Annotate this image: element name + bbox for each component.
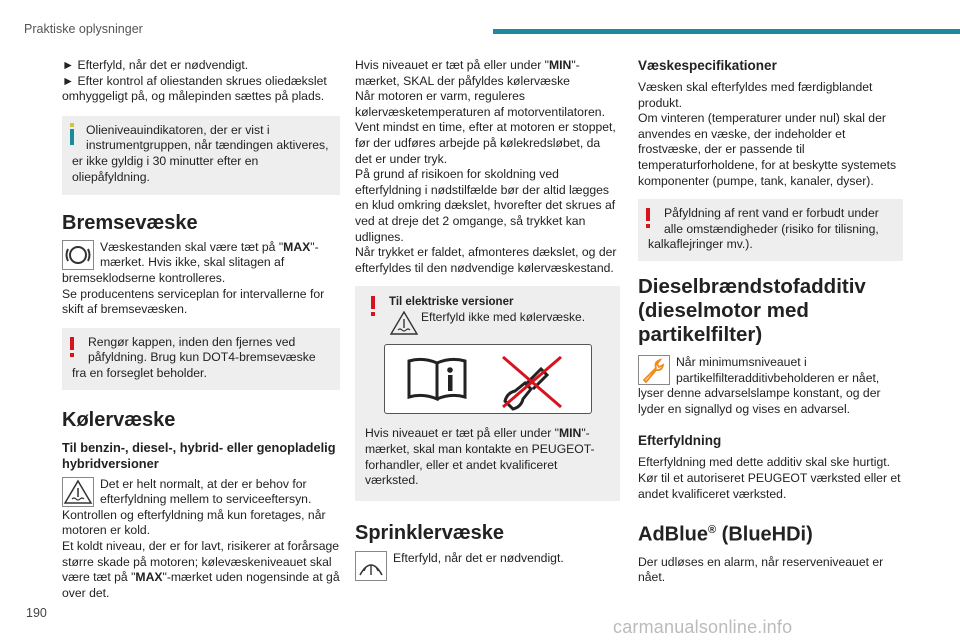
spec-heading: Væskespecifikationer <box>638 58 777 73</box>
diesel-additive-heading: Dieselbrændstofadditiv (dieselmotor med partikelfilter) <box>638 274 866 346</box>
page-number: 190 <box>26 606 47 620</box>
coolant-hazard-icon <box>389 310 421 336</box>
coolant-subheading: Til benzin-, diesel-, hybrid- eller genopladelig hybridversioner <box>62 439 336 471</box>
adblue-text: Der udløses en alarm, når reserveniveauet er nået. <box>638 554 884 585</box>
coolant-scald-text: På grund af risikoen for skoldning ved efterfyldning i nødstilfælde bør der altid lægges en klud omkring dækslet, hvorefter det skrues af ved at dreje det 2 omgange, så trykket kan udlignes. <box>355 167 616 244</box>
spec-text-2: Om vinteren (temperaturer under nul) skal der anvendes en væske, der indeholder et frostvæske, der er passende til temperaturforholdene, for at beskytte systemets komponenter (pumpe, tank, kanaler, dyser). <box>638 111 897 188</box>
bullet-refill: ► Efterfyld, når det er nødvendigt. <box>62 58 249 72</box>
column-1 <box>62 58 340 601</box>
spec-warning-box <box>638 199 903 261</box>
warning-icon <box>68 335 88 365</box>
coolant-fan-text: Når motoren er varm, reguleres kølervæsketemperaturen af motorventilatoren. Vent mindst en time, efter at motoren er stoppet, før der udføres arbejde på kølekredsløbet, da det er under tryk. <box>355 89 616 166</box>
washer-fluid-icon <box>355 551 387 581</box>
coolant-heading: Kølervæske <box>62 408 176 431</box>
washer-heading: Sprinklervæske <box>355 521 504 544</box>
brake-service-text: Se producentens serviceplan for intervallerne for skift af bremsevæsken. <box>62 286 325 317</box>
electric-warning-box <box>355 286 620 500</box>
coolant-level-text: Et koldt niveau, der er for lavt, risikerer at forårsage større skade på motoren; kølevæskeniveauet skal være tæt på "MAX"-mærket uden nogensinde at gå over det. <box>62 538 340 600</box>
manual-and-no-refill-illustration <box>384 344 592 414</box>
no-refill-icon <box>503 357 561 409</box>
column-2 <box>355 58 620 581</box>
brake-warning-text: Rengør kappen, inden den fjernes ved påfyldning. Brug kun DOT4-bremsevæske fra en forseglet beholder. <box>72 334 316 380</box>
brake-heading: Bremsevæske <box>62 211 198 234</box>
bullet-cap: ► Efter kontrol af oliestanden skrues oliedækslet omhyggeligt på, og målepinden sættes på plads. <box>62 73 327 104</box>
column-3 <box>638 58 903 586</box>
spec-warning-text: Påfyldning af rent vand er forbudt under alle omstændigheder (risiko for tilisning, kalkaflejringer mv.). <box>648 206 879 252</box>
section-title: Praktiske oplysninger <box>24 22 143 36</box>
refill-text: Efterfyldning med dette additiv skal ske hurtigt. Kør til et autoriseret PEUGEOT værksted eller et andet kvalificeret værksted. <box>638 455 901 501</box>
coolant-refill-text: Når trykket er faldet, afmonteres dækslet, og der efterfyldes til den nødvendige kølervæskestand. <box>355 245 617 275</box>
electric-min-text: Hvis niveauet er tæt på eller under "MIN"-mærket, skal man kontakte en PEUGEOT-forhandler, eller et andet kvalificeret værksted. <box>365 426 595 488</box>
refill-heading: Efterfyldning <box>638 433 722 449</box>
electric-warning-text: Efterfyld ikke med kølervæske. <box>421 310 586 325</box>
watermark: carmanualsonline.info <box>613 617 793 637</box>
info-note-box <box>62 116 340 195</box>
warning-icon <box>369 294 389 324</box>
washer-paragraph: Efterfyld, når det er nødvendigt. <box>355 551 620 567</box>
header-accent-bar <box>493 29 960 34</box>
coolant-temperature-icon <box>62 477 94 507</box>
brake-paragraph: Væskestanden skal være tæt på "MAX"-mærket. Hvis ikke, skal slitagen af bremseklodserne kontrolleres. <box>62 239 319 285</box>
warning-icon <box>644 206 664 236</box>
brake-warning-box <box>62 328 340 390</box>
brake-fluid-icon <box>62 240 94 270</box>
spec-text-1: Væsken skal efterfyldes med færdigblandet produkt. <box>638 80 873 110</box>
book-icon <box>409 360 465 400</box>
coolant-paragraph: Det er helt normalt, at der er behov for efterfyldning mellem to serviceeftersyn. Kontrollen og efterfyldning må kun foretages, når motoren er kold. <box>62 476 326 538</box>
diesel-paragraph: Når minimumsniveauet i partikelfilteradditivbeholderen er nået, lyser denne advarselslampe konstant, og der lyder en signallyd og vises en advarsel. <box>638 354 881 416</box>
info-icon <box>68 123 86 153</box>
info-note-text: Olieniveauindikatoren, der er vist i instrumentgruppen, når tændingen aktiveres, er ikke gyldig i 30 minutter efter en oliepåfyldning. <box>72 122 329 184</box>
coolant-min-text: Hvis niveauet er tæt på eller under "MIN"-mærket, SKAL der påfyldes kølervæske <box>355 58 580 88</box>
electric-warning-title: Til elektriske versioner <box>389 296 514 309</box>
adblue-heading: AdBlue® (BlueHDi) <box>638 523 813 546</box>
wrench-warning-icon <box>638 355 670 385</box>
